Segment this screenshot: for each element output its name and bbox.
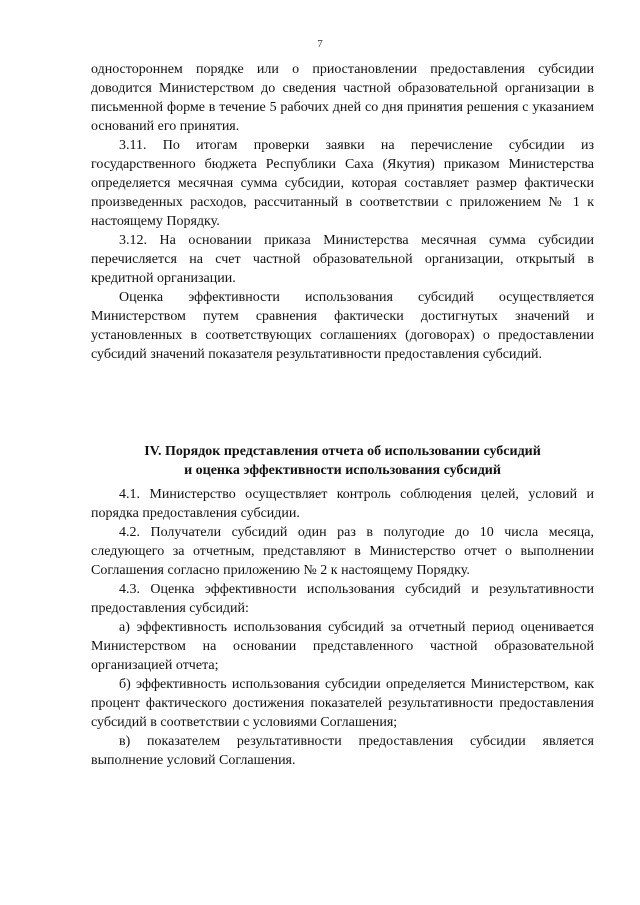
section-4-heading-line-1: IV. Порядок представления отчета об использовании субсидий — [144, 444, 541, 459]
paragraph-4-3-b: б) эффективность использования субсидии определяется Министерством, как процент фактического достижения показателей результативности предоставления субсидий в соответствии с условиями Соглашения; — [91, 677, 594, 730]
section-4-heading-line-2: и оценка эффективности использования субсидий — [184, 463, 501, 478]
paragraph-4-1: 4.1. Министерство осуществляет контроль соблюдения целей, условий и порядка предоставления субсидии. — [91, 487, 594, 521]
paragraph-4-3-a: а) эффективность использования субсидий за отчетный период оценивается Министерством на основании представленного частной образовательной организацией отчета; — [91, 620, 594, 673]
paragraph-3-11: 3.11. По итогам проверки заявки на перечисление субсидии из государственного бюджета Республики Саха (Якутия) приказом Министерства определяется месячная сумма субсидии, которая составляет размер фактически произведенных расходов, рассчитанный в соответствии с приложением № 1 к настоящему Порядку. — [91, 138, 594, 229]
paragraph-3-12: 3.12. На основании приказа Министерства месячная сумма субсидии перечисляется на счет частной образовательной организации, открытый в кредитной организации. — [91, 233, 594, 286]
section-3-text — [91, 60, 594, 364]
paragraph-continuation: одностороннем порядке или о приостановлении предоставления субсидии доводится Министерством до сведения частной образовательной организации в письменной форме в течение 5 рабочих дней со дня принятия решения с указанием оснований его принятия. — [91, 62, 594, 134]
paragraph-4-3-c: в) показателем результативности предоставления субсидии является выполнение условий Соглашения. — [91, 734, 594, 768]
paragraph-4-2: 4.2. Получатели субсидий один раз в полугодие до 10 числа месяца, следующего за отчетным, представляют в Министерство отчет о выполнении Соглашения согласно приложению № 2 к настоящему Порядку. — [91, 525, 594, 578]
section-4-text — [91, 485, 594, 770]
section-4-heading — [91, 442, 594, 480]
page-number: 7 — [317, 38, 323, 50]
paragraph-4-3: 4.3. Оценка эффективности использования субсидий и результативности предоставления субсидий: — [91, 582, 594, 616]
paragraph-efficiency-assessment: Оценка эффективности использования субсидий осуществляется Министерством путем сравнения фактически достигнутых значений и установленных в соответствующих соглашениях (договорах) о предоставлении субсидий значений показателя результативности предоставления субсидий. — [91, 290, 594, 362]
